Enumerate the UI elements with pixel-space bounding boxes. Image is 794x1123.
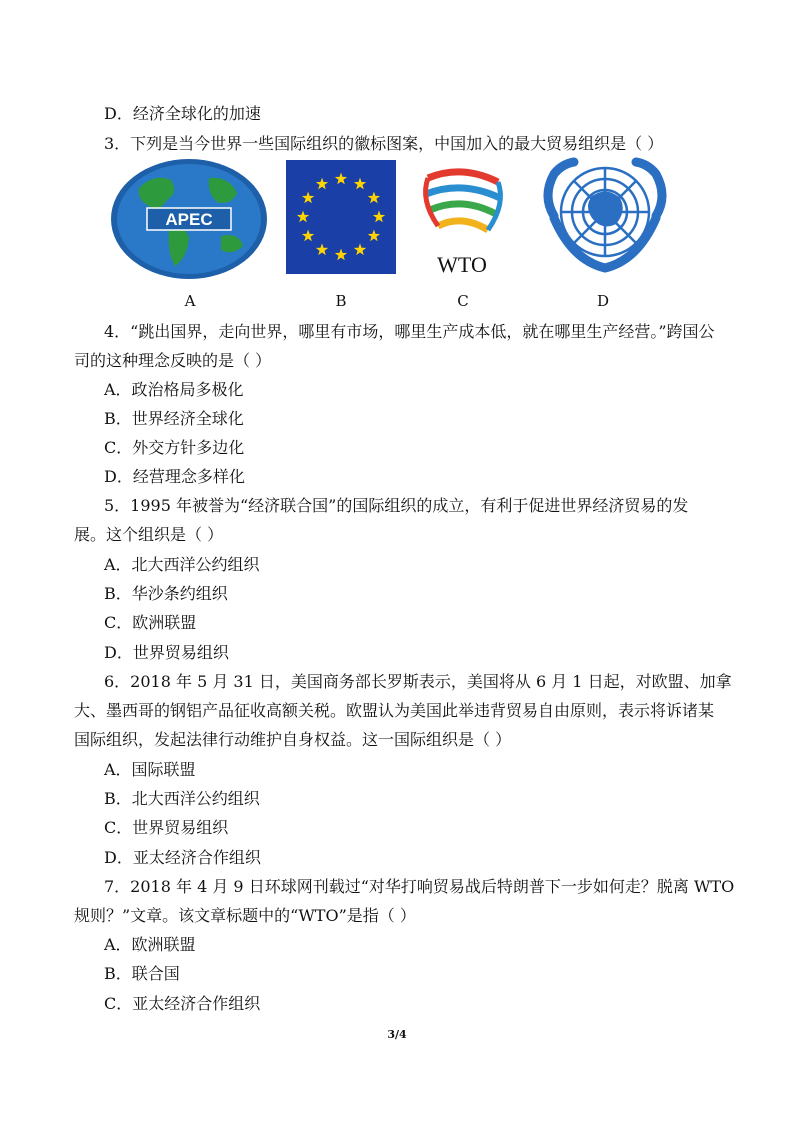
q6-option-b: B．北大西洋公约组织 bbox=[104, 789, 260, 808]
q6-stem-line2: 大、墨西哥的钢铝产品征收高额关税。欧盟认为美国此举违背贸易自由原则，表示将诉诸某 bbox=[74, 701, 715, 720]
un-emblem-icon bbox=[532, 156, 678, 280]
q7-option-b: B．联合国 bbox=[104, 964, 180, 983]
q3-stem: 3．下列是当今世界一些国际组织的徽标图案，中国加入的最大贸易组织是（ ） bbox=[104, 134, 664, 153]
apec-text: APEC bbox=[165, 210, 213, 229]
q7-stem-line2: 规则？”文章。该文章标题中的“WTO”是指（ ） bbox=[74, 906, 416, 925]
q7-option-a: A．欧洲联盟 bbox=[104, 935, 196, 954]
logo-label-a: A bbox=[184, 292, 196, 310]
q7-option-c: C．亚太经济合作组织 bbox=[104, 994, 261, 1013]
q6-stem-line3: 国际组织，发起法律行动维护自身权益。这一国际组织是（ ） bbox=[74, 730, 512, 749]
logo-label-d: D bbox=[596, 292, 610, 310]
logo-label-b: B bbox=[335, 292, 347, 310]
q5-stem-line2: 展。这个组织是（ ） bbox=[74, 525, 224, 544]
q6-option-a: A．国际联盟 bbox=[104, 760, 196, 779]
q4-option-c: C．外交方针多边化 bbox=[104, 438, 245, 457]
q4-option-d: D．经营理念多样化 bbox=[104, 467, 245, 486]
q4-stem-line1: 4．“跳出国界，走向世界，哪里有市场，哪里生产成本低，就在哪里生产经营。”跨国公 bbox=[104, 322, 715, 341]
q5-option-c: C．欧洲联盟 bbox=[104, 613, 197, 632]
q6-option-d: D．亚太经济合作组织 bbox=[104, 848, 261, 867]
q4-option-b: B．世界经济全球化 bbox=[104, 409, 244, 428]
q5-option-a: A．北大西洋公约组织 bbox=[104, 555, 260, 574]
wto-arcs-icon bbox=[414, 160, 510, 280]
q7-stem-line1: 7．2018 年 4 月 9 日环球网刊载过“对华打响贸易战后特朗普下一步如何走？脱离 WTO bbox=[104, 877, 735, 896]
eu-stars-flag-icon bbox=[286, 160, 396, 274]
apec-globe-icon bbox=[109, 158, 269, 280]
q5-option-b: B．华沙条约组织 bbox=[104, 584, 228, 603]
wto-text: WTO bbox=[437, 252, 487, 277]
q4-option-a: A．政治格局多极化 bbox=[104, 380, 244, 399]
prev-question-option-d: D．经济全球化的加速 bbox=[104, 104, 261, 123]
q6-option-c: C．世界贸易组织 bbox=[104, 818, 229, 837]
q6-stem-line1: 6．2018 年 5 月 31 日，美国商务部长罗斯表示，美国将从 6 月 1 日起，对欧盟、加拿 bbox=[104, 672, 732, 691]
logo-label-c: C bbox=[457, 292, 469, 310]
q5-stem-line1: 5．1995 年被誉为“经济联合国”的国际组织的成立，有利于促进世界经济贸易的发 bbox=[104, 496, 689, 515]
page-number: 3/4 bbox=[387, 1028, 407, 1041]
q4-stem-line2: 司的这种理念反映的是（ ） bbox=[74, 351, 272, 370]
q5-option-d: D．世界贸易组织 bbox=[104, 643, 229, 662]
